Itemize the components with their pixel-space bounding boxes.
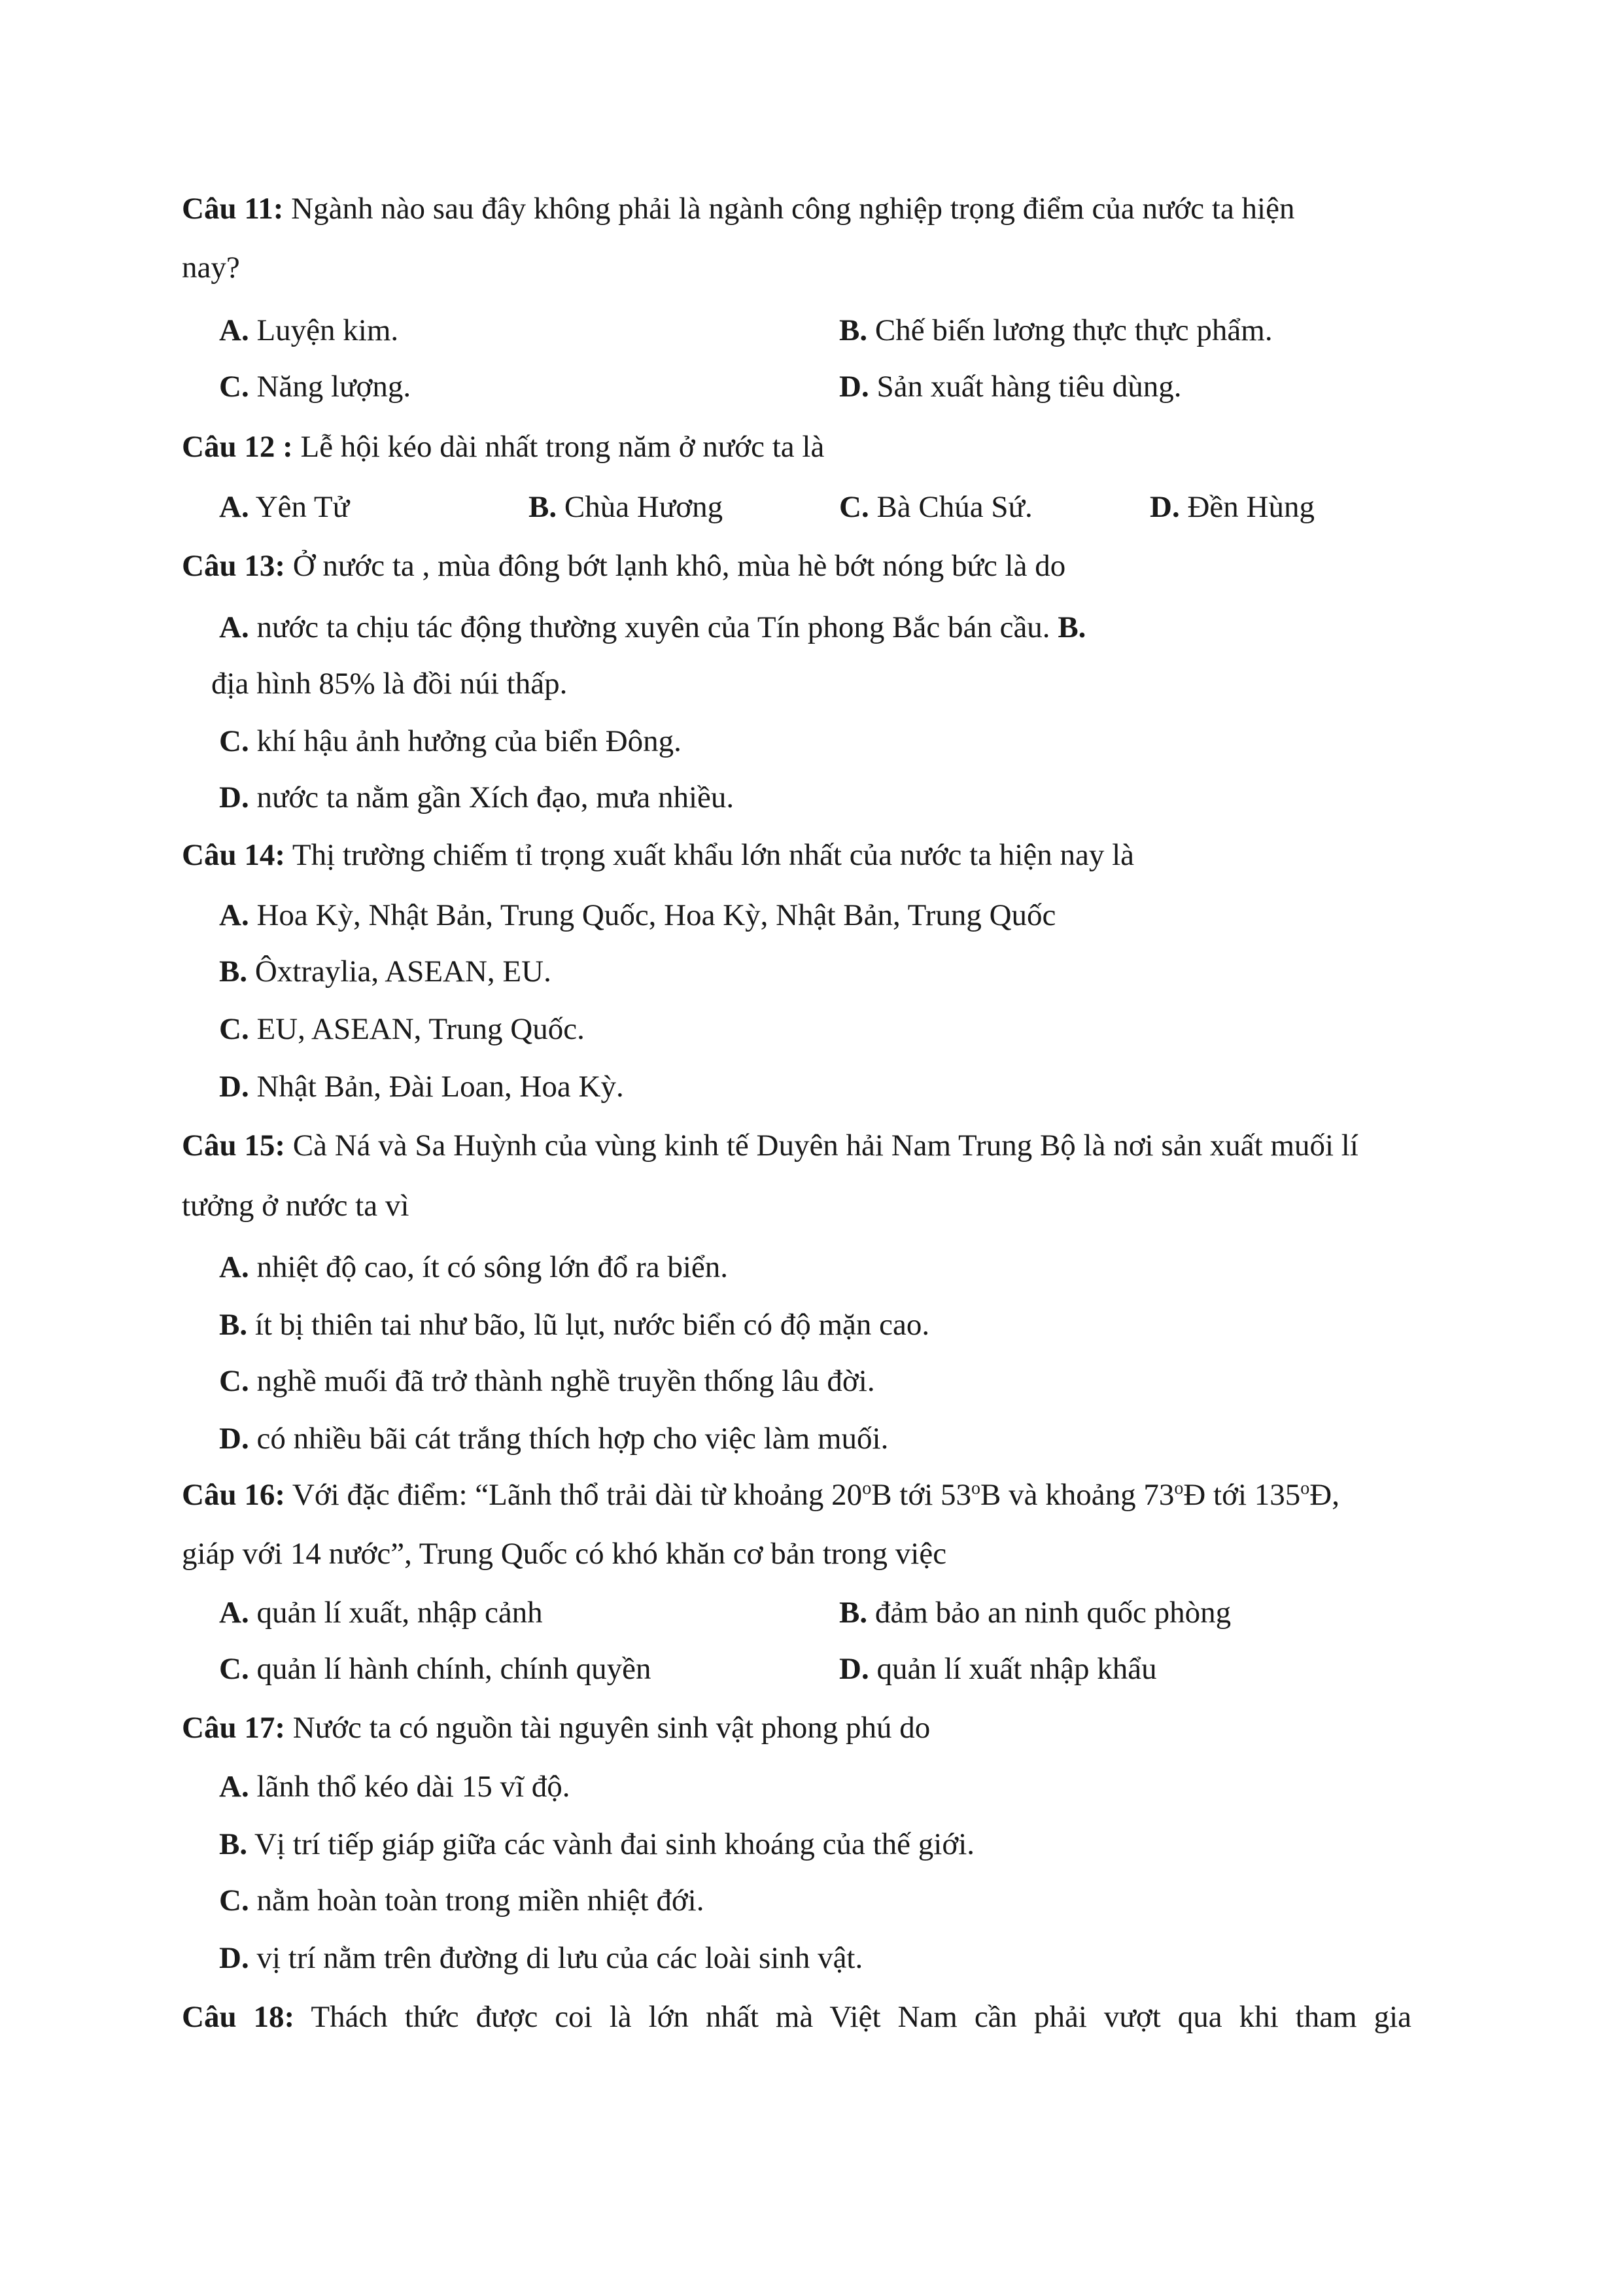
degree-sign: o — [1300, 1478, 1310, 1499]
option-letter: C. — [219, 1652, 249, 1686]
question-label: Câu 11: — [182, 192, 284, 226]
question-label: Câu 17: — [182, 1711, 285, 1745]
question-12-stem — [182, 432, 824, 463]
question-11-option-c — [219, 372, 411, 402]
option-letter: A. — [219, 610, 249, 644]
option-text: Nhật Bản, Đài Loan, Hoa Kỳ. — [256, 1070, 624, 1104]
question-11-stem — [182, 194, 1294, 224]
option-letter: C. — [219, 1883, 249, 1918]
question-18-stem — [182, 2002, 1411, 2033]
option-text: Luyện kim. — [256, 313, 399, 347]
option-text: EU, ASEAN, Trung Quốc. — [256, 1012, 585, 1046]
option-text: quản lí hành chính, chính quyền — [256, 1652, 651, 1686]
question-16-option-c — [219, 1654, 651, 1685]
question-13-option-d — [219, 782, 734, 813]
question-15-option-c — [219, 1366, 875, 1397]
option-text: nước ta nằm gần Xích đạo, mưa nhiều. — [256, 780, 734, 815]
question-text: Ngành nào sau đây không phải là ngành công nghiệp trọng điểm của nước ta hiện — [291, 192, 1295, 226]
option-text: Năng lượng. — [256, 370, 411, 404]
option-letter: D. — [219, 1422, 249, 1456]
degree-sign: o — [862, 1478, 872, 1499]
option-text: Hoa Kỳ, Nhật Bản, Trung Quốc, Hoa Kỳ, Nhật Bản, Trung Quốc — [256, 898, 1056, 932]
option-letter: B. — [528, 490, 557, 524]
option-letter: D. — [219, 1070, 249, 1104]
option-text: Chế biến lương thực thực phẩm. — [874, 313, 1273, 347]
option-letter: D. — [219, 780, 249, 815]
question-14-option-a — [219, 900, 1056, 931]
option-letter: C. — [219, 1364, 249, 1398]
question-15-option-a — [219, 1252, 728, 1283]
question-17-option-d — [219, 1943, 863, 1974]
question-14-option-c — [219, 1014, 585, 1045]
question-16-option-d — [839, 1654, 1157, 1685]
option-text: vị trí nằm trên đường di lưu của các loài sinh vật. — [256, 1941, 863, 1975]
question-text: Nước ta có nguồn tài nguyên sinh vật phong phú do — [292, 1711, 931, 1745]
option-letter: B. — [219, 1827, 248, 1861]
question-label: Câu 18: — [182, 2000, 295, 2034]
question-15-stem-cont: tưởng ở nước ta vì — [182, 1189, 409, 1223]
question-text: Lễ hội kéo dài nhất trong năm ở nước ta là — [300, 430, 825, 464]
question-11-stem-cont: nay? — [182, 251, 240, 285]
question-14-stem — [182, 840, 1134, 871]
question-13-option-a — [219, 612, 1086, 643]
option-text: Vị trí tiếp giáp giữa các vành đai sinh khoáng của thế giới. — [254, 1827, 975, 1861]
question-12-option-d — [1150, 492, 1315, 523]
option-letter: D. — [839, 370, 869, 404]
option-letter: C. — [219, 370, 249, 404]
question-label: Câu 12 : — [182, 430, 293, 464]
degree-sign: o — [971, 1478, 981, 1499]
option-letter: B. — [839, 313, 868, 347]
question-11-option-a — [219, 315, 398, 346]
option-letter: B. — [839, 1596, 868, 1630]
option-letter: C. — [839, 490, 869, 524]
option-text: nghề muối đã trở thành nghề truyền thống lâu đời. — [256, 1364, 875, 1398]
question-text: Cà Ná và Sa Huỳnh của vùng kinh tế Duyên hải Nam Trung Bộ là nơi sản xuất muối lí — [292, 1129, 1358, 1163]
question-15-option-b — [219, 1310, 929, 1340]
question-text: Ở nước ta , mùa đông bớt lạnh khô, mùa hè bớt nóng bức là do — [292, 549, 1066, 583]
option-text: Ôxtraylia, ASEAN, EU. — [254, 955, 551, 989]
question-16-option-b — [839, 1598, 1231, 1628]
option-letter: A. — [219, 898, 249, 932]
option-text: Sản xuất hàng tiêu dùng. — [876, 370, 1182, 404]
option-text: khí hậu ảnh hưởng của biển Đông. — [256, 724, 682, 758]
option-text: ít bị thiên tai như bão, lũ lụt, nước biển có độ mặn cao. — [254, 1308, 930, 1342]
option-text: quản lí xuất nhập khẩu — [876, 1652, 1157, 1686]
question-15-option-d — [219, 1424, 888, 1454]
option-letter: C. — [219, 1012, 249, 1046]
question-label: Câu 13: — [182, 549, 285, 583]
option-letter: D. — [1150, 490, 1180, 524]
question-14-option-d — [219, 1072, 624, 1102]
option-letter: A. — [219, 313, 249, 347]
question-12-option-a — [219, 492, 349, 523]
question-15-stem — [182, 1130, 1358, 1161]
question-16-stem — [182, 1480, 1339, 1511]
question-text: Với đặc điểm: “Lãnh thổ trải dài từ khoảng 20$^o$B tới 53$^o$B và khoảng 73$^o$Đ tới 135$^o$Đ, — [292, 1478, 1339, 1512]
option-letter: D. — [839, 1652, 869, 1686]
option-text: nằm hoàn toàn trong miền nhiệt đới. — [256, 1883, 704, 1918]
question-11-option-d — [839, 372, 1181, 402]
option-text: Đền Hùng — [1187, 490, 1315, 524]
question-12-option-b — [528, 492, 723, 523]
question-17-option-b — [219, 1829, 975, 1860]
question-13-option-c — [219, 726, 682, 757]
question-label: Câu 15: — [182, 1129, 285, 1163]
option-letter: A. — [219, 1596, 249, 1630]
option-letter: B. — [219, 1308, 248, 1342]
option-letter: A. — [219, 490, 249, 524]
question-text: Thách thức được coi là lớn nhất mà Việt Nam cần phải vượt qua khi tham gia — [311, 2000, 1412, 2034]
question-label: Câu 14: — [182, 838, 285, 872]
option-text: quản lí xuất, nhập cảnh — [256, 1596, 543, 1630]
question-text: Thị trường chiếm tỉ trọng xuất khẩu lớn nhất của nước ta hiện nay là — [292, 838, 1134, 872]
question-16-stem-cont: giáp với 14 nước”, Trung Quốc có khó khăn cơ bản trong việc — [182, 1537, 947, 1571]
option-text: Bà Chúa Sứ. — [876, 490, 1033, 524]
option-text: lãnh thổ kéo dài 15 vĩ độ. — [256, 1770, 570, 1804]
option-letter: B. — [219, 955, 248, 989]
question-label: Câu 16: — [182, 1478, 285, 1512]
option-text: Chùa Hương — [564, 490, 723, 524]
option-text: nhiệt độ cao, ít có sông lớn đổ ra biển. — [256, 1250, 729, 1284]
question-16-option-a — [219, 1598, 543, 1628]
option-text: Yên Tử — [255, 490, 350, 524]
option-letter: B. — [1058, 610, 1086, 644]
option-text: nước ta chịu tác động thường xuyên của Tín phong Bắc bán cầu. — [256, 610, 1050, 644]
option-letter: A. — [219, 1770, 249, 1804]
question-17-stem — [182, 1713, 930, 1743]
degree-sign: o — [1174, 1478, 1184, 1499]
question-11-option-b — [839, 315, 1273, 346]
option-text: đảm bảo an ninh quốc phòng — [874, 1596, 1232, 1630]
question-12-option-c — [839, 492, 1033, 523]
option-letter: C. — [219, 724, 249, 758]
option-letter: D. — [219, 1941, 249, 1975]
question-17-option-a — [219, 1772, 570, 1802]
question-17-option-c — [219, 1885, 704, 1916]
question-14-option-b — [219, 956, 551, 987]
option-letter: A. — [219, 1250, 249, 1284]
question-13-stem — [182, 551, 1065, 582]
option-text: có nhiều bãi cát trắng thích hợp cho việc làm muối. — [256, 1422, 889, 1456]
question-13-option-b: địa hình 85% là đồi núi thấp. — [211, 667, 568, 701]
